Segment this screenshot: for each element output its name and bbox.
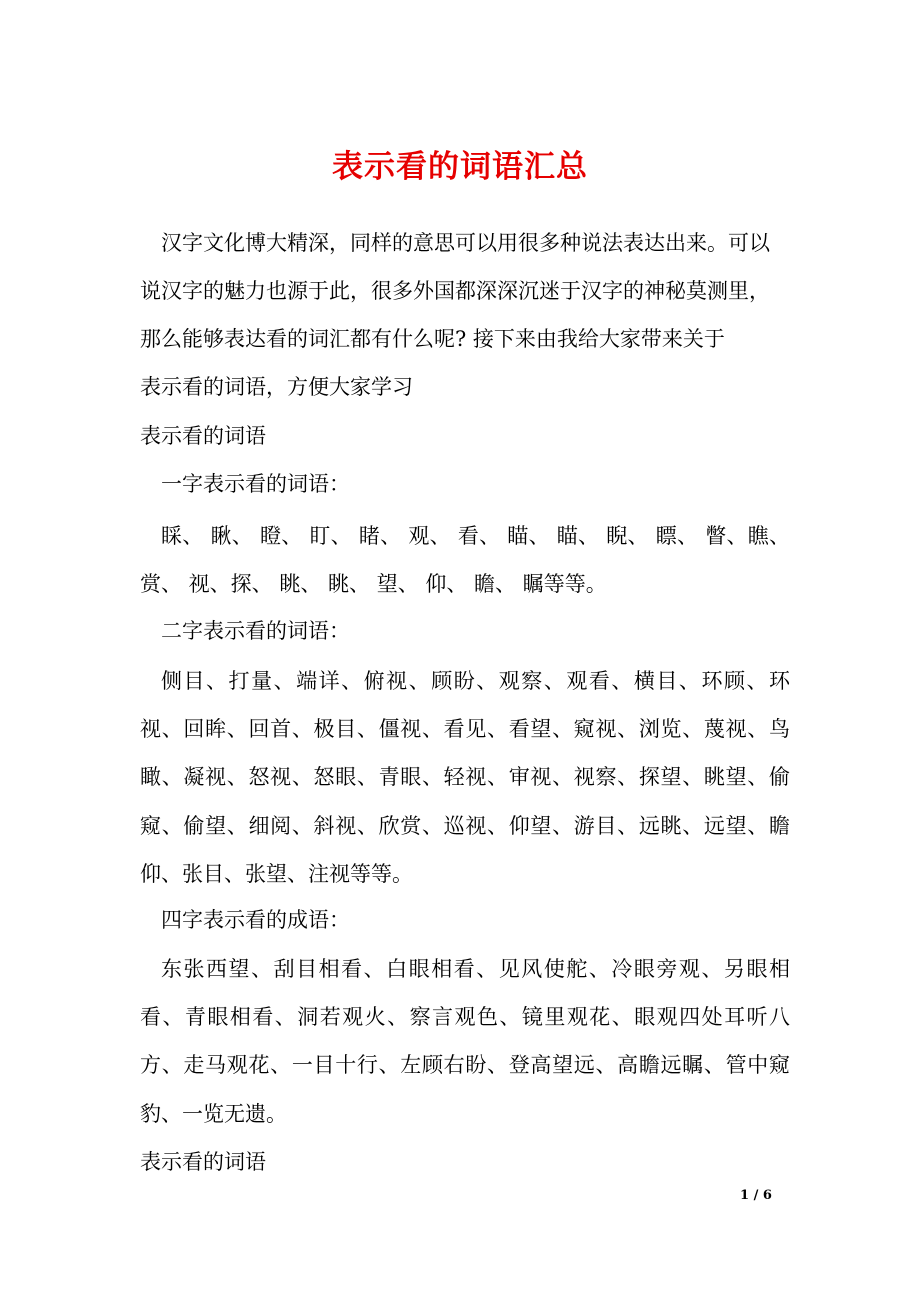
section-heading: 表示看的词语 <box>140 424 266 448</box>
two-char-heading: 二字表示看的词语： <box>161 619 350 643</box>
page-indicator: 1 / 6 <box>740 1188 772 1203</box>
two-char-words: 侧目、打量、端详、俯视、顾盼、观察、观看、横目、环顾、环视、回眸、回首、极目、僵视、看见、看望、窥视、浏览、蔑视、鸟瞰、凝视、怒视、怒眼、青眼、轻视、审视、视察、探望、眺望、偷窥、偷望、细阅、斜视、欣赏、巡视、仰望、游目、远眺、远望、瞻仰、张目、张望、注视等等。 <box>140 669 790 886</box>
intro-line: 说汉字的魅力也源于此，很多外国都深深沉迷于汉字的神秘莫测里， <box>140 279 770 303</box>
four-char-heading: 四字表示看的成语： <box>161 908 350 932</box>
one-char-words: 睬、 瞅、 瞪、 盯、 睹、 观、 看、 瞄、 瞄、 睨、 瞟、 瞥、瞧、 赏、 视、探、 眺、 眺、 望、 仰、 瞻、 瞩等等。 <box>140 524 790 597</box>
one-char-heading: 一字表示看的词语： <box>161 472 350 496</box>
intro-line: 那么能够表达看的词汇都有什么呢? 接下来由我给大家带来关于 <box>140 327 725 351</box>
four-char-words: 东张西望、刮目相看、白眼相看、见风使舵、冷眼旁观、另眼相看、青眼相看、洞若观火、察言观色、镜里观花、眼观四处耳听八方、走马观花、一目十行、左顾右盼、登高望远、高瞻远瞩、管中窥豹、一览无遗。 <box>140 957 790 1126</box>
document-title: 表示看的词语汇总 <box>332 149 588 185</box>
intro-line: 汉字文化博大精深，同样的意思可以用很多种说法表达出来。可以 <box>161 231 770 255</box>
section-heading: 表示看的词语 <box>140 1150 266 1174</box>
intro-line: 表示看的词语，方便大家学习 <box>140 375 413 399</box>
